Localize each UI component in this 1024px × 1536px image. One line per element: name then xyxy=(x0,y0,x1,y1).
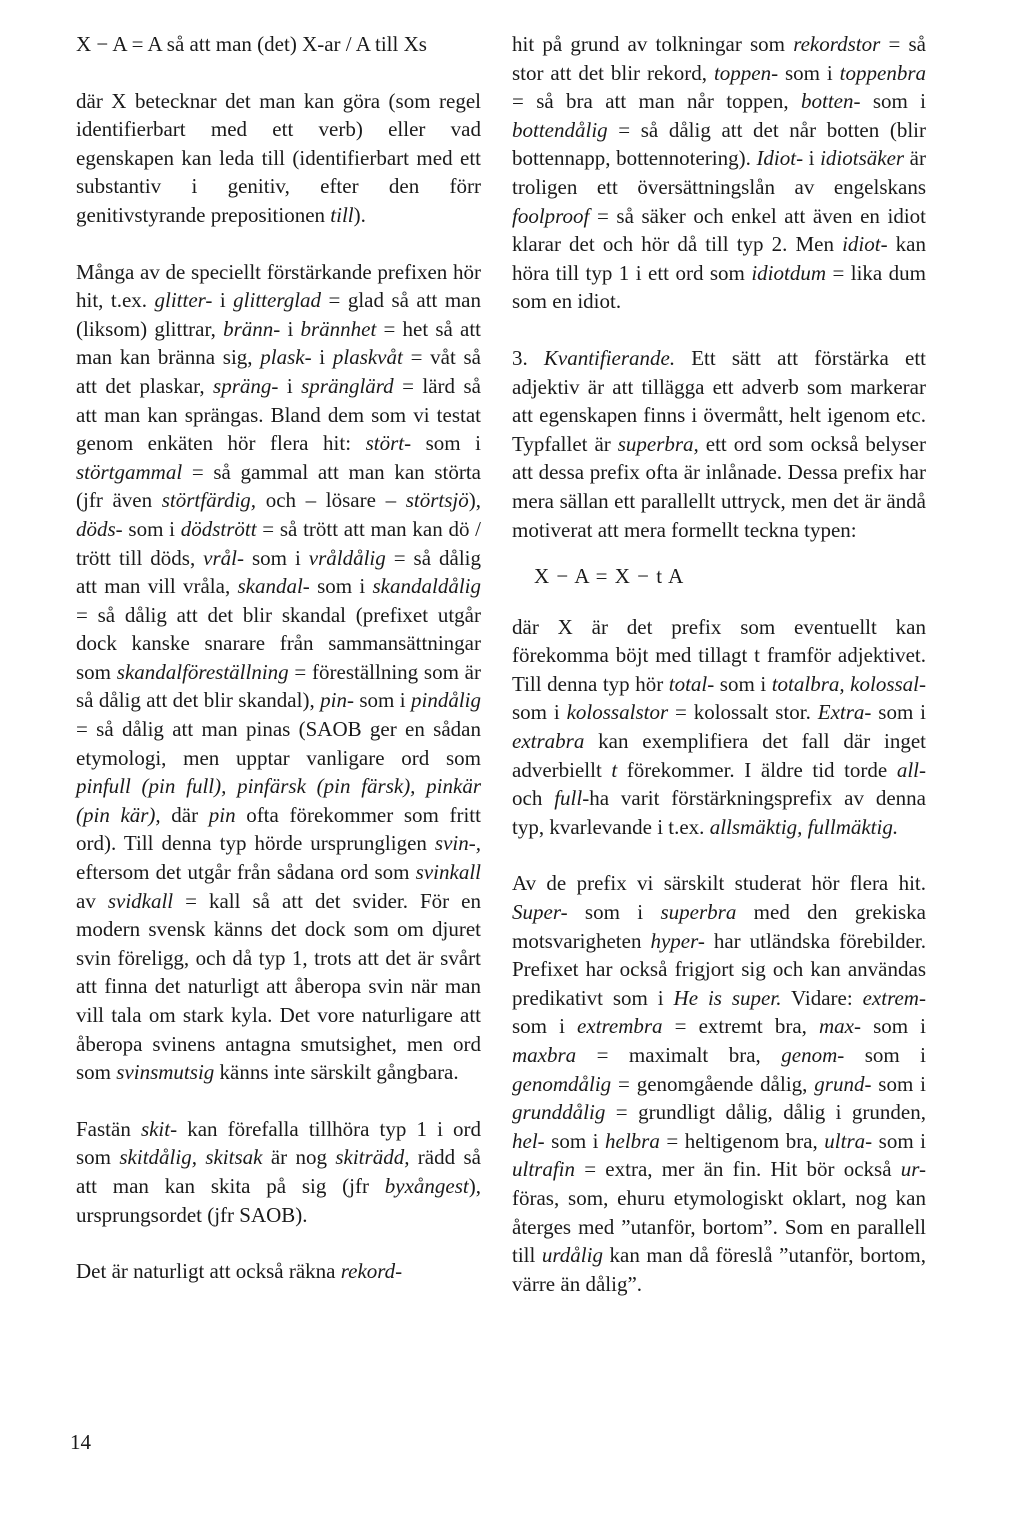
text-run: = kall så att det svider. För en modern svensk känns det dock som om djuret svin föreligg, och då typ 1, trots att det är svårt att finna det naturligt att åberopa svin när man vill tala om stark kyla. Det vore naturligare att åberopa svinens antagna smutsighet, men ord som xyxy=(76,888,481,1085)
italic-term: byxångest xyxy=(384,1173,469,1198)
italic-term: bottendålig xyxy=(512,117,608,142)
text-run: som i xyxy=(244,545,309,570)
text-run: = extra, mer än fin. Hit bör också xyxy=(575,1157,901,1182)
italic-term: genomdålig xyxy=(512,1071,612,1096)
italic-term: plask- xyxy=(260,345,312,370)
text-run: ofta förekommer som fritt ord). Till denna typ hörde ursprungligen xyxy=(76,802,481,856)
text-run: som i xyxy=(353,688,411,713)
italic-term: ur- xyxy=(900,1157,926,1182)
text-run: som i xyxy=(871,1071,927,1096)
italic-term: vrål- xyxy=(203,545,244,570)
italic-term: full- xyxy=(554,786,590,811)
italic-term: foolproof xyxy=(512,203,590,228)
italic-term: skandaldålig xyxy=(372,574,481,599)
right-column xyxy=(512,30,926,1298)
italic-term: grund- xyxy=(814,1071,872,1096)
italic-term: glitterglad xyxy=(233,288,322,313)
text-run: = så dålig att det når botten (blir bottennapp, bottennotering). xyxy=(512,117,926,171)
italic-term: svinkall xyxy=(415,860,481,885)
italic-term: helbra xyxy=(605,1128,660,1153)
text-run: som i xyxy=(860,1014,926,1039)
italic-term: hel- xyxy=(512,1128,545,1153)
text-run: ), xyxy=(468,488,481,513)
italic-term: pindålig xyxy=(411,688,482,713)
left-column xyxy=(76,30,481,1286)
text-run: med den grekiska motsvarigheten xyxy=(512,900,927,953)
text-run: = så dålig att det blir skandal (prefixet utgår dock kanske snarare från sammansättningar som xyxy=(76,602,481,684)
text-run: som i xyxy=(844,1043,926,1067)
text-run: hit på grund av tolkningar som xyxy=(512,32,794,56)
text-run: 3. xyxy=(512,345,544,370)
italic-term: Super- xyxy=(512,900,568,925)
text-run: = grundligt dålig, dålig i grunden, xyxy=(605,1100,926,1125)
italic-term: toppen- xyxy=(713,60,779,85)
text-run: = genomgående dålig, xyxy=(611,1071,815,1096)
text-run: som i xyxy=(512,700,567,725)
text-run: ett ord som också belyser att dessa prefix ofta är inlånade. Dessa prefix har mera sällan ett parallellt uttryck, men det är ändå motiverat att mera formellt teckna typen: xyxy=(512,431,926,542)
italic-term: rekordstor xyxy=(793,32,881,56)
text-run: = så gammal att man kan störta (jfr även xyxy=(76,459,481,513)
italic-term: plaskvåt xyxy=(332,345,403,370)
text-run: = lärd så att man kan sprängas. Bland dem som vi testat genom enkäten hör flera hit: xyxy=(76,373,481,456)
text-run: = kolossalt stor. xyxy=(668,700,818,725)
text-run: = våt så att det plaskar, xyxy=(76,345,481,398)
italic-term: max- xyxy=(818,1014,861,1039)
italic-term: skitdålig, skitsak xyxy=(119,1145,263,1170)
italic-term: ultra- xyxy=(824,1128,873,1153)
text-run: där xyxy=(160,802,209,827)
text-run: som i xyxy=(871,700,927,725)
text-run: ), ursprungsordet (jfr SAOB). xyxy=(76,1173,481,1227)
text-run: = så dålig att man pinas (SAOB ger en sådan etymologi, men upptar vanligare ord som xyxy=(76,717,481,770)
italic-term: Idiot- xyxy=(756,146,804,171)
italic-term: toppenbra xyxy=(839,60,926,85)
italic-term: superbra xyxy=(660,900,737,925)
text-run: Många av de speciellt förstärkande prefixen hör hit, t.ex. xyxy=(76,259,481,313)
paragraph-rekord-continued xyxy=(512,30,926,316)
text-run: = föreställning som är så dålig att det blir skandal), xyxy=(76,659,481,713)
text-run: ). xyxy=(353,202,366,227)
italic-term: skandal- xyxy=(237,574,310,599)
text-run: och xyxy=(512,786,555,811)
text-run: i xyxy=(212,288,234,313)
italic-term: skiträdd, xyxy=(335,1145,410,1170)
italic-term: störtfärdig, xyxy=(161,488,257,513)
text-run: som i xyxy=(411,431,481,456)
paragraph-prefix-x xyxy=(512,613,926,842)
text-run: = extremt bra, xyxy=(662,1014,819,1039)
italic-term: pinfull (pin full), pinfärsk (pin färsk), pinkär (pin kär), xyxy=(76,774,481,827)
text-run: som i xyxy=(778,60,840,85)
text-run: ha varit förstärkningsprefix av denna typ, kvarlevande i t.ex. xyxy=(512,786,926,839)
italic-term: He is super. xyxy=(673,985,782,1010)
italic-term: superbra, xyxy=(617,431,699,456)
text-run: i xyxy=(803,146,821,171)
text-run: som i xyxy=(544,1128,606,1153)
paragraph-kvantifierande xyxy=(512,344,926,544)
italic-term: brännhet xyxy=(300,316,377,341)
text-run: som i xyxy=(309,574,373,599)
text-run: som i xyxy=(872,1128,927,1153)
italic-term: hyper- xyxy=(650,928,705,953)
paragraph-rekord-start xyxy=(76,1257,481,1286)
italic-term: glitter- xyxy=(154,288,213,313)
page-number: 14 xyxy=(70,1430,91,1454)
text-run: Av de prefix vi särskilt studerat hör flera hit. xyxy=(512,871,926,896)
italic-term: Extra- xyxy=(817,700,872,725)
italic-term: ultrafin xyxy=(512,1157,576,1182)
italic-term: idiotdum xyxy=(751,260,827,285)
italic-term: pin- xyxy=(320,688,354,713)
italic-term: extrembra xyxy=(577,1014,663,1039)
text-run: som i xyxy=(567,900,661,925)
italic-term: extrem- xyxy=(862,985,926,1010)
text-run: = så trött att man kan dö / trött till döds, xyxy=(76,516,482,570)
text-run: känns inte särskilt gångbara. xyxy=(214,1060,459,1085)
text-run: = heltigenom bra, xyxy=(659,1128,825,1153)
paragraph-x-definition xyxy=(76,87,481,230)
italic-term: till xyxy=(330,202,354,227)
paragraph-skit xyxy=(76,1115,481,1229)
italic-term: döds- xyxy=(76,516,123,541)
italic-term: störtsjö xyxy=(405,488,469,513)
italic-term: skandalföreställning xyxy=(116,659,289,684)
italic-term: idiot- xyxy=(842,232,888,257)
italic-term: grunddålig xyxy=(512,1100,606,1125)
italic-term: spräng- xyxy=(213,373,279,398)
text-run: eftersom det utgår från sådana ord som xyxy=(76,860,416,885)
text-run: och – lösare – xyxy=(256,488,406,513)
text-run: rädd så att man kan skita på sig (jfr xyxy=(76,1145,481,1198)
italic-term: bränn- xyxy=(223,316,281,341)
text-run: i xyxy=(280,316,301,341)
formula-x-a-x-t-a: X − A = X − t A xyxy=(534,564,685,589)
text-run: Ett sätt att förstärka ett adjektiv är att tillägga ett adverb som markerar att egenskapen finns i övermått, helt igenom etc. Typfallet är xyxy=(512,345,926,456)
text-run: = så dålig att man vill vråla, xyxy=(76,545,482,599)
italic-term: allsmäktig, fullmäktig. xyxy=(709,814,899,839)
text-run: kan man då föreslå ”utanför, bortom, värre än dålig”. xyxy=(512,1243,927,1296)
italic-term: dödstrött xyxy=(180,516,257,541)
italic-term: idiotsäker xyxy=(820,146,905,171)
text-run: där X betecknar det man kan göra (som regel identifierbart med ett verb) eller vad egenskapen kan leda till (identifierbart med ett substantiv i genitiv, efter den förr genitivstyrande prepositionen xyxy=(76,88,481,227)
text-run: som i xyxy=(512,1014,578,1039)
text-run: kan förefalla tillhöra typ 1 i ord som xyxy=(76,1116,482,1170)
italic-term: urdålig xyxy=(541,1243,603,1268)
text-run: = lika dum som en idiot. xyxy=(512,260,927,314)
text-run: där X är det prefix som eventuellt kan förekomma böjt med tillagt t framför adjektivet. Till denna typ hör xyxy=(512,614,926,696)
italic-term: vråldålig xyxy=(308,545,386,570)
text-run: Vidare: xyxy=(781,985,863,1010)
text-run: i xyxy=(311,345,333,370)
italic-term: spränglärd xyxy=(301,373,394,398)
italic-term: svin-, xyxy=(434,831,481,856)
text-run: av xyxy=(76,888,108,913)
text-run: Det är naturligt att också räkna xyxy=(76,1259,341,1284)
text-run: X − A = A så att man (det) X-ar / A till Xs xyxy=(76,32,427,56)
text-run: = maximalt bra, xyxy=(576,1043,782,1067)
text-run: förekommer. I äldre tid torde xyxy=(617,757,897,782)
text-run: som i xyxy=(122,516,181,541)
paragraph-formula-intro xyxy=(76,30,481,59)
italic-term: total- xyxy=(668,671,715,696)
italic-term: skit- xyxy=(140,1116,178,1141)
paragraph-studied-prefixes xyxy=(512,869,926,1298)
italic-term: botten- xyxy=(800,89,861,114)
italic-term: extrabra xyxy=(512,729,585,754)
text-run: = glad så att man (liksom) glittrar, xyxy=(76,288,481,341)
text-run: = het så att man kan bränna sig, xyxy=(76,316,482,370)
italic-term: svinsmutsig xyxy=(116,1060,215,1085)
text-run: föras, som, ehuru etymologiskt oklart, nog kan återges med ”utanför, bortom”. Som en parallell till xyxy=(512,1185,926,1268)
italic-term: maxbra xyxy=(512,1043,577,1067)
text-run: som i xyxy=(860,89,927,114)
text-run: har utländska förebilder. Prefixet har också frigjort sig och kan användas predikativt som i xyxy=(512,928,927,1010)
text-run: kan exemplifiera det fall där inget adverbiellt xyxy=(512,729,926,782)
section-heading-italic: Kvantifierande. xyxy=(543,345,676,370)
text-run: = så säker och enkel att även en idiot klarar det och hör då till typ 2. Men xyxy=(512,203,926,257)
italic-term: totalbra, kolossal- xyxy=(771,671,926,696)
text-run: är troligen ett översättningslån av engelskans xyxy=(512,146,926,199)
italic-term: kolossalstor xyxy=(566,700,669,725)
italic-term: pin xyxy=(208,802,236,827)
text-run: är nog xyxy=(262,1145,336,1170)
text-run: Fastän xyxy=(76,1116,141,1141)
text-run: i xyxy=(278,373,302,398)
italic-term: störtgammal xyxy=(76,459,183,484)
italic-term: t xyxy=(611,757,618,782)
italic-term: stört- xyxy=(365,431,412,456)
italic-term: rekord- xyxy=(340,1259,403,1284)
italic-term: genom- xyxy=(781,1043,845,1067)
text-run: kan höra till typ 1 i ett ord som xyxy=(512,232,926,285)
text-run: som i xyxy=(714,671,772,696)
text-run: = så stor att det blir rekord, xyxy=(512,32,926,85)
text-run: = så bra att man når toppen, xyxy=(512,89,801,114)
paragraph-prefix-examples xyxy=(76,258,481,1087)
italic-term: svidkall xyxy=(107,888,174,913)
italic-term: all- xyxy=(896,757,926,782)
